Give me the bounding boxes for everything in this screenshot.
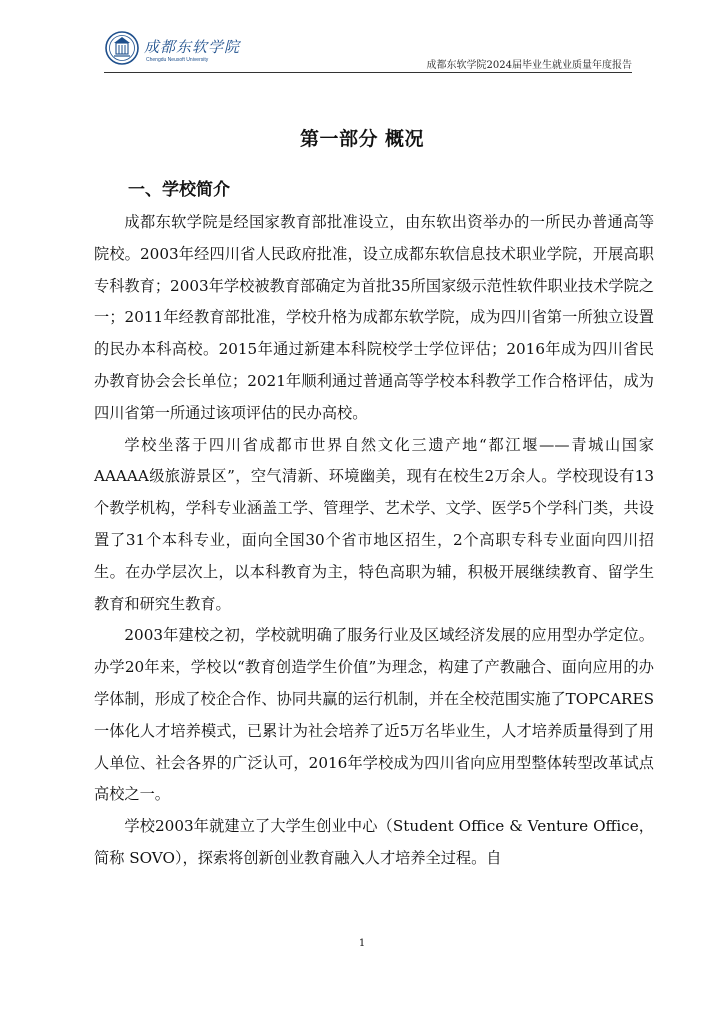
report-title: 成都东软学院2024届毕业生就业质量年度报告 bbox=[426, 60, 632, 71]
header-divider bbox=[104, 72, 632, 73]
body-text bbox=[94, 207, 654, 875]
logo-wordmark: 成都东软学院 bbox=[144, 38, 241, 56]
university-emblem-icon bbox=[104, 30, 140, 66]
section-heading: 一、学校简介 bbox=[128, 180, 230, 200]
paragraph: 成都东软学院是经国家教育部批准设立，由东软出资举办的一所民办普通高等院校。2003年经四川省人民政府批准，设立成都东软信息技术职业学院，开展高职专科教育；2003年学校被教育部确定为首批35所国家级示范性软件职业技术学院之一；2011年经教育部批准，学校升格为成都东软学院，成为四川省第一所独立设置的民办本科高校。2015年通过新建本科院校学士学位评估；2016年成为四川省民办教育协会会长单位；2021年顺利通过普通高等学校本科教学工作合格评估，成为四川省第一所通过该项评估的民办高校。 bbox=[94, 213, 654, 422]
page-number: 1 bbox=[358, 938, 366, 949]
paragraph: 学校坐落于四川省成都市世界自然文化三遗产地“都江堰——青城山国家AAAAA级旅游景区”，空气清新、环境幽美，现有在校生2万余人。学校现设有13个教学机构，学科专业涵盖工学、管理学、艺术学、文学、医学5个学科门类，共设置了31个本科专业，面向全国30个省市地区招生，2个高职专科专业面向四川招生。在办学层次上，以本科教育为主，特色高职为辅，积极开展继续教育、留学生教育和研究生教育。 bbox=[94, 435, 654, 613]
page-header bbox=[104, 30, 632, 74]
logo-subtitle: Chengdu Neusoft University bbox=[146, 57, 209, 63]
paragraph: 学校2003年就建立了大学生创业中心（Student Office & Venture Office，简称 SOVO），探索将创新创业教育融入人才培养全过程。自 bbox=[94, 817, 654, 867]
paragraph: 2003年建校之初，学校就明确了服务行业及区域经济发展的应用型办学定位。办学20年来，学校以“教育创造学生价值”为理念，构建了产教融合、面向应用的办学体制，形成了校企合作、协同共赢的运行机制，并在全校范围实施了TOPCARES一体化人才培养模式，已累计为社会培养了近5万名毕业生，人才培养质量得到了用人单位、社会各界的广泛认可，2016年学校成为四川省向应用型整体转型改革试点高校之一。 bbox=[94, 626, 654, 804]
part-title: 第一部分 概况 bbox=[299, 128, 425, 150]
university-logo bbox=[104, 30, 254, 68]
